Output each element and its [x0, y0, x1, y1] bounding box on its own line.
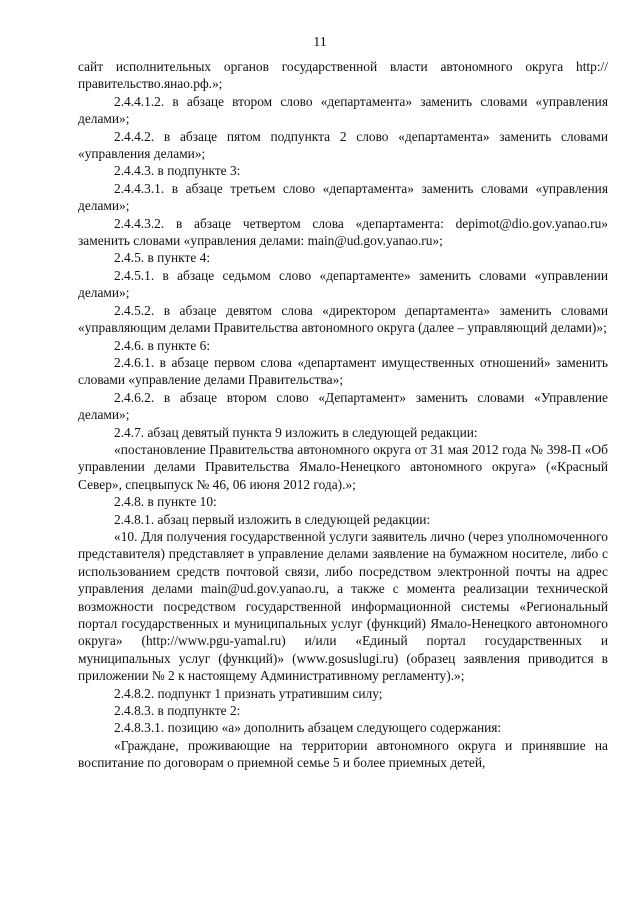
paragraph-2-4-5-1: 2.4.5.1. в абзаце седьмом слово «департаменте» заменить словами «управлении делами»;	[78, 267, 608, 301]
paragraph-2-4-5: 2.4.5. в пункте 4:	[114, 250, 211, 266]
paragraph-2-4-4-1-2: 2.4.4.1.2. в абзаце втором слово «департамента» заменить словами «управления делами»;	[78, 93, 608, 127]
paragraph-quote-item-10: «10. Для получения государственной услуги заявитель лично (через уполномоченного представителя) представляет в управление делами заявление на бумажном носителе, либо с использованием средств почтовой связи, либо посредством электронной почты на адрес управления делами main@ud.gov.yanao.ru, а также с момента реализации технической возможности посредством государственной информационной системы «Региональный портал государственных и муниципальных услуг (функций) Ямало-Ненецкого автономного округа» (http://www.pgu-yamal.ru) и/или «Единый портал государственных и муниципальных услуг (функций)» (www.gosuslugi.ru) (образец заявления приводится в приложении № 2 к настоящему Административному регламенту).»;	[78, 528, 608, 684]
paragraph-quote-resolution: «постановление Правительства автономного округа от 31 мая 2012 года № 398-П «Об управлении делами Правительства Ямало-Ненецкого автономного округа» («Красный Север», спецвыпуск № 46, 06 июня 2012 года).»;	[78, 441, 608, 492]
document-body	[78, 58, 608, 772]
paragraph-continuation: сайт исполнительных органов государственной власти автономного округа http://правительство.янао.рф.»;	[78, 59, 608, 92]
paragraph-2-4-4-3-1: 2.4.4.3.1. в абзаце третьем слово «департамента» заменить словами «управления делами»;	[78, 180, 608, 214]
paragraph-2-4-5-2: 2.4.5.2. в абзаце девятом слова «директором департамента» заменить словами «управляющим делами Правительства автономного округа (далее – управляющий делами)»;	[78, 302, 608, 336]
paragraph-quote-citizens: «Граждане, проживающие на территории автономного округа и принявшие на воспитание по договорам о приемной семье 5 и более приемных детей,	[78, 737, 608, 771]
paragraph-2-4-4-3-2: 2.4.4.3.2. в абзаце четвертом слова «департамента: depimot@dio.gov.yanao.ru» заменить словами «управления делами: main@ud.gov.yanao.ru»;	[78, 215, 608, 249]
paragraph-2-4-6-2: 2.4.6.2. в абзаце втором слово «Департамент» заменить словами «Управление делами»;	[78, 389, 608, 423]
paragraph-2-4-7: 2.4.7. абзац девятый пункта 9 изложить в следующей редакции:	[114, 424, 478, 440]
paragraph-2-4-8: 2.4.8. в пункте 10:	[114, 494, 217, 510]
paragraph-2-4-8-1: 2.4.8.1. абзац первый изложить в следующей редакции:	[114, 511, 431, 527]
paragraph-2-4-6: 2.4.6. в пункте 6:	[114, 337, 211, 353]
paragraph-2-4-8-2: 2.4.8.2. подпункт 1 признать утратившим силу;	[114, 685, 383, 701]
paragraph-2-4-6-1: 2.4.6.1. в абзаце первом слова «департамент имущественных отношений» заменить словами «управление делами Правительства»;	[78, 354, 608, 388]
paragraph-2-4-8-3: 2.4.8.3. в подпункте 2:	[114, 703, 241, 719]
paragraph-2-4-8-3-1: 2.4.8.3.1. позицию «а» дополнить абзацем следующего содержания:	[114, 720, 502, 736]
paragraph-2-4-4-3: 2.4.4.3. в подпункте 3:	[114, 163, 241, 179]
page-number: 11	[313, 35, 327, 50]
paragraph-2-4-4-2: 2.4.4.2. в абзаце пятом подпункта 2 слово «департамента» заменить словами «управления делами»;	[78, 128, 608, 162]
